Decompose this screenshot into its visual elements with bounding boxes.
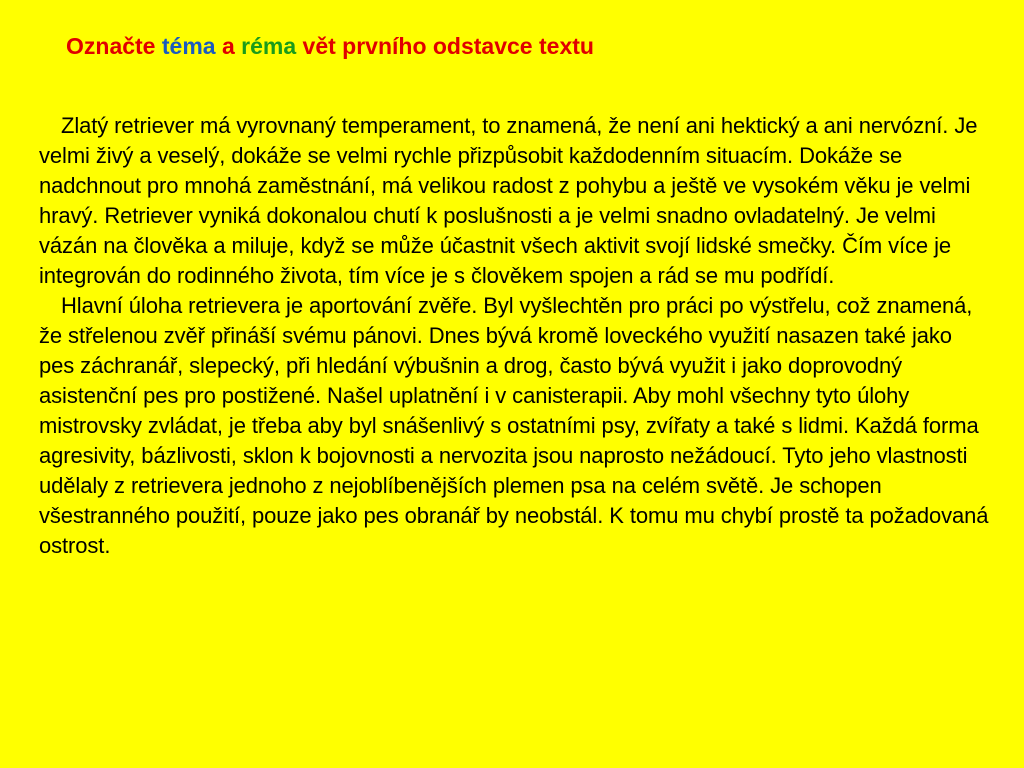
title-part-a: a xyxy=(215,33,242,59)
title-part-instruction: Označte xyxy=(66,33,162,59)
title-part-rest: vět prvního odstavce textu xyxy=(296,33,594,59)
slide-title xyxy=(66,30,594,62)
title-part-tema: téma xyxy=(161,33,216,59)
paragraph-1: Zlatý retriever má vyrovnaný temperament, to znamená, že není ani hektický a ani nervózní. Je velmi živý a veselý, dokáže se velmi rychle přizpůsobit každodenním situacím. Dokáže se nadchnout pro mnohá zaměstnání, má velikou radost z pohybu a ještě ve vysokém věku je velmi hravý. Retriever vyniká dokonalou chutí k poslušnosti a je velmi snadno ovladatelný. Je velmi vázán na člověka a miluje, když se může účastnit všech aktivit svojí lidské smečky. Čím více je integrován do rodinného života, tím více je s člověkem spojen a rád se mu podřídí. xyxy=(39,113,978,288)
body-text xyxy=(39,111,989,561)
title-part-rema: réma xyxy=(241,33,297,59)
paragraph-2: Hlavní úloha retrievera je aportování zvěře. Byl vyšlechtěn pro práci po výstřelu, což znamená, že střelenou zvěř přináší svému pánovi. Dnes bývá kromě loveckého využití nasazen také jako pes záchranář, slepecký, při hledání výbušnin a drog, často bývá využit i jako doprovodný asistenční pes pro postižené. Našel uplatnění i v canisterapii. Aby mohl všechny tyto úlohy mistrovsky zvládat, je třeba aby byl snášenlivý s ostatními psy, zvířaty a také s lidmi. Každá forma agresivity, bázlivosti, sklon k bojovnosti a nervozita jsou naprosto nežádoucí. Tyto jeho vlastnosti udělaly z retrievera jednoho z nejoblíbenějších plemen psa na celém světě. Je schopen všestranného použití, pouze jako pes obranář by neobstál. K tomu mu chybí prostě ta požadovaná ostrost. xyxy=(39,293,989,558)
